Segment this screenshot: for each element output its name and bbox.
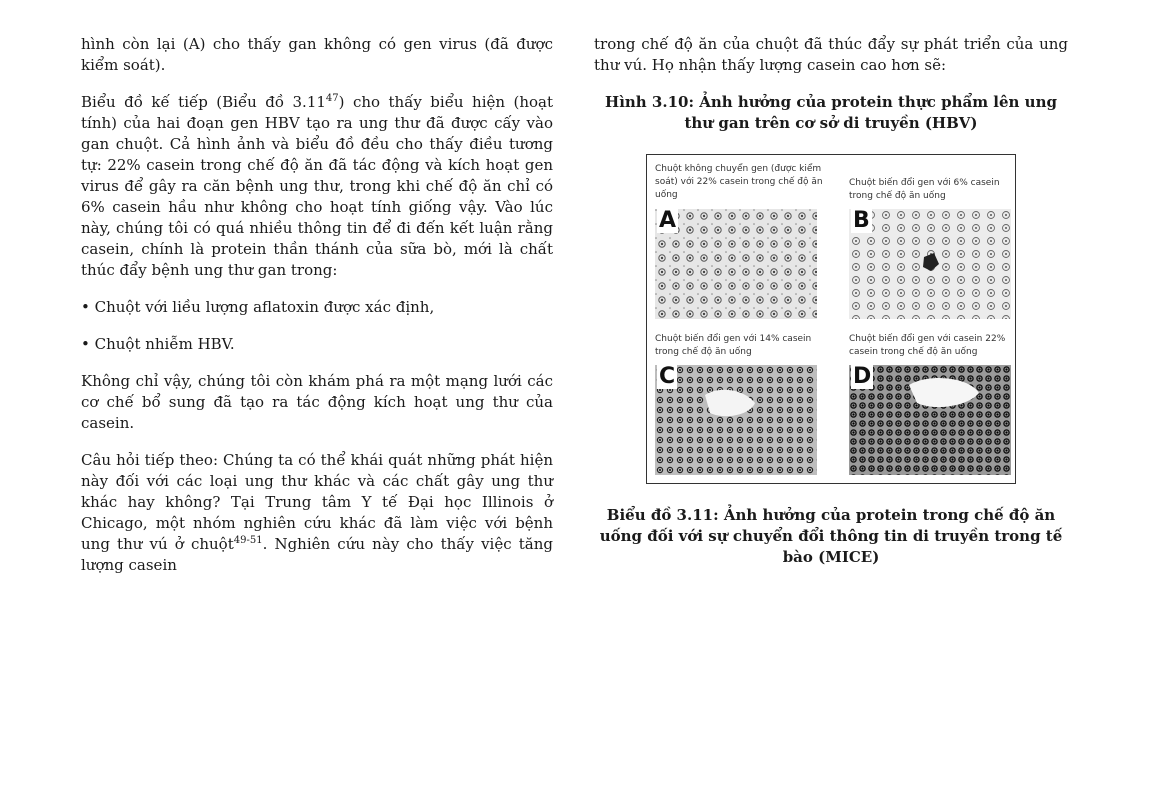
panel-a-label: Chuột không chuyển gen (được kiểm soát) với 22% casein trong chế độ ăn uống: [655, 164, 823, 200]
citation-49-51: 49-51: [233, 535, 263, 546]
left-column: [81, 34, 553, 592]
paragraph-4-text-b: . Nghiên cứu này cho thấy việc tăng lượng casein: [81, 535, 553, 574]
paragraph-1: hình còn lại (A) cho thấy gan không có gen virus (đã được kiểm soát).: [81, 35, 553, 74]
panel-a-letter: A: [659, 209, 677, 233]
figure-3-10: [646, 154, 1016, 484]
citation-47: 47: [325, 93, 339, 104]
chart-caption: Biểu đồ 3.11: Ảnh hưởng của protein trong chế độ ăn uống đối với sự chuyển đổi thông tin di truyền trong tế bào (MICE): [599, 506, 1063, 566]
figure-caption: Hình 3.10: Ảnh hưởng của protein thực phẩm lên ung thư gan trên cơ sở di truyền (HBV): [605, 93, 1057, 132]
panel-d: [843, 325, 1018, 485]
chart-caption-container: [594, 505, 1068, 568]
panel-c: [649, 325, 824, 485]
panel-b-texture: [849, 209, 1011, 319]
paragraph-3: Không chỉ vậy, chúng tôi còn khám phá ra một mạng lưới các cơ chế bổ sung đã tạo ra tác động kích hoạt ung thư của casein.: [81, 372, 553, 432]
panel-a-texture: [655, 209, 817, 319]
bullet-aflatoxin: • Chuột với liều lượng aflatoxin được xác định,: [81, 298, 435, 316]
paragraph-2-text-b: ) cho thấy biểu hiện (hoạt tính) của hai đoạn gen HBV tạo ra ung thư đã được cấy vào gan chuột. Cả hình ảnh và biểu đồ đều cho thấy điều tương tự: 22% casein trong chế độ ăn đã tác động và kích hoạt gen virus để gây ra căn bệnh ung thư, trong khi chế độ ăn chỉ có 6% casein hầu như không cho hoạt tính giống vậy. Vào lúc này, chúng tôi có quá nhiều thông tin để đi đến kết luận rằng casein, chính là protein thần thánh của sữa bò, mới là chất thúc đẩy bệnh ung thư gan trong:: [81, 93, 554, 279]
panel-d-letter: D: [853, 365, 872, 389]
panel-c-texture: [655, 365, 817, 475]
panel-c-letter: C: [659, 365, 676, 389]
bullet-hbv: • Chuột nhiễm HBV.: [81, 335, 235, 353]
paragraph-2-text-a: Biểu đồ kế tiếp (Biểu đồ 3.11: [81, 93, 326, 111]
right-paragraph-1: trong chế độ ăn của chuột đã thúc đẩy sự phát triển của ung thư vú. Họ nhận thấy lượng casein cao hơn sẽ:: [594, 35, 1068, 74]
panel-a: [649, 161, 824, 321]
right-column: [594, 34, 1068, 134]
panel-c-micrograph: [655, 365, 817, 475]
panel-d-micrograph: [849, 365, 1011, 475]
paragraph-4-text-a: Câu hỏi tiếp theo: Chúng ta có thể khái quát những phát hiện này đối với các loại ung thư khác và các chất gây ung thư khác hay không? Tại Trung tâm Y tế Đại học Illinois ở Chicago, một nhóm nghiên cứu khác đã làm việc với bệnh ung thư vú ở chuột: [81, 451, 553, 553]
panel-b-micrograph: [849, 209, 1011, 319]
panel-a-micrograph: [655, 209, 817, 319]
panel-d-texture: [849, 365, 1011, 475]
panel-d-label: Chuột biến đổi gen với casein 22% casein trong chế độ ăn uống: [849, 334, 1006, 357]
paragraph-2: [81, 92, 553, 281]
panel-b-letter: B: [853, 209, 870, 233]
panel-b-label: Chuột biến đổi gen với 6% casein trong chế độ ăn uống: [849, 178, 1000, 201]
panel-c-label: Chuột biến đổi gen với 14% casein trong chế độ ăn uống: [655, 334, 812, 357]
panel-b: [843, 161, 1018, 321]
paragraph-4: [81, 450, 553, 576]
